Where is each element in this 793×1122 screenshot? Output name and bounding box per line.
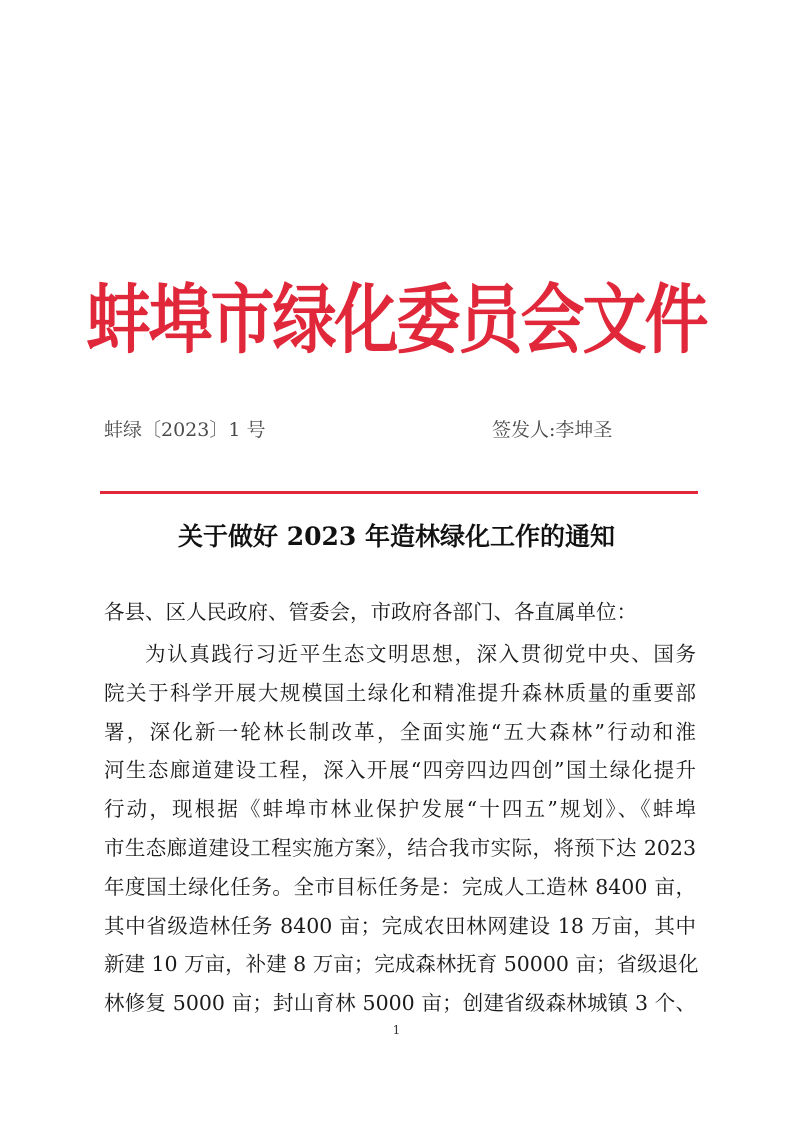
page-number: 1 — [392, 1023, 401, 1037]
addressee-line: 各县、区人民政府、管委会，市政府各部门、各直属单位： — [104, 600, 637, 624]
document-number: 蚌绿〔2023〕1 号 — [104, 419, 266, 441]
body-line: 其中省级造林任务 8400 亩；完成农田林网建设 18 万亩，其中 — [104, 913, 696, 938]
red-divider-line — [100, 491, 698, 494]
signer — [492, 417, 612, 443]
body-line: 院关于科学开展大规模国土绿化和精准提升森林质量的重要部 — [104, 680, 696, 705]
body-paragraph — [104, 635, 699, 1023]
body-line: 市生态廊道建设工程实施方案》，结合我市实际，将预下达 2023 — [104, 835, 696, 860]
body-line: 林修复 5000 亩；封山育林 5000 亩；创建省级森林城镇 3 个、 — [104, 991, 696, 1016]
body-line: 署，深化新一轮林长制改革，全面实施“五大森林”行动和淮 — [104, 719, 696, 744]
signer-label: 签发人: — [492, 419, 556, 441]
masthead-title: 蚌埠市绿化委员会文件 — [86, 277, 707, 365]
body-line: 年度国土绿化任务。全市目标任务是：完成人工造林 8400 亩， — [104, 874, 696, 899]
notice-title: 关于做好 2023 年造林绿化工作的通知 — [178, 522, 615, 551]
body-line: 为认真践行习近平生态文明思想，深入贯彻党中央、国务 — [145, 642, 696, 666]
body-line: 河生态廊道建设工程，深入开展“四旁四边四创”国土绿化提升 — [104, 758, 696, 783]
signer-name: 李坤圣 — [555, 419, 613, 441]
body-line: 行动，现根据《蚌埠市林业保护发展“十四五”规划》、《蚌埠 — [104, 797, 696, 822]
body-line: 新建 10 万亩，补建 8 万亩；完成森林抚育 50000 亩；省级退化 — [104, 952, 699, 977]
